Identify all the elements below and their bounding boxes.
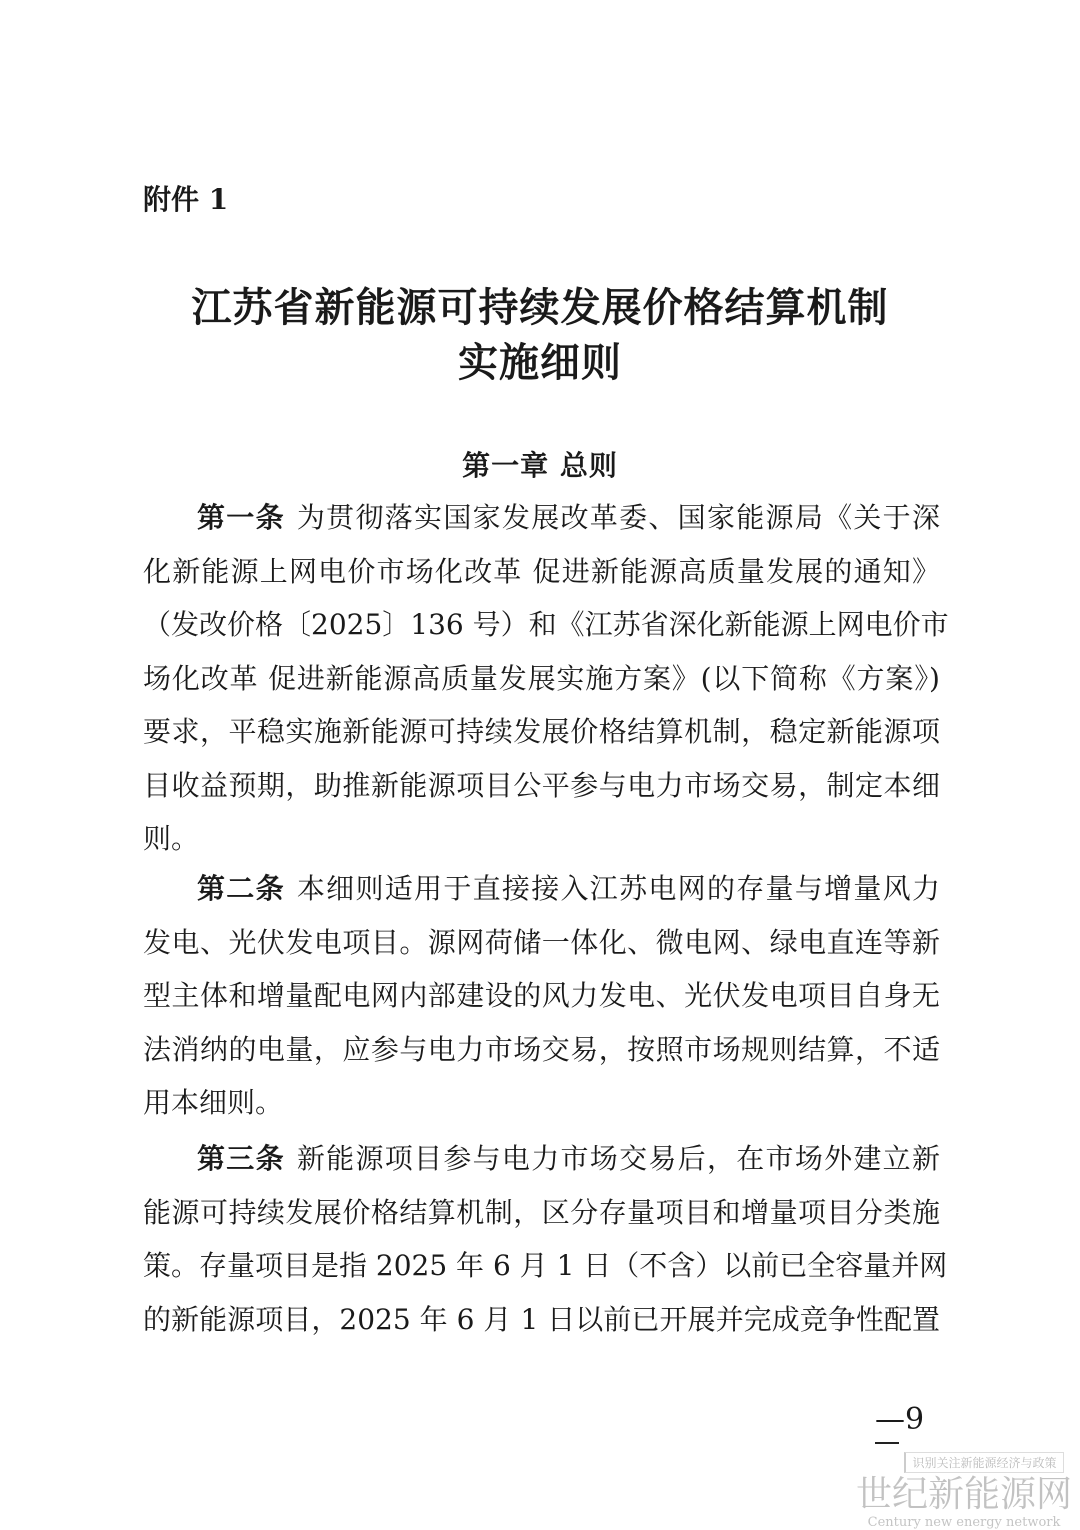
article-line [143,768,940,804]
article-line [197,1141,940,1177]
article-label: 第三条 [197,1142,285,1175]
article-line [143,554,940,590]
article-line [143,1032,940,1068]
watermark-english: Century new energy network [867,1515,1061,1530]
article-text: 化新能源上网电价市场化改革 促进新能源高质量发展的通知》 [143,554,940,588]
attachment-label: 附件 1 [143,183,229,216]
chapter-heading: 第一章 总则 [462,449,618,482]
article-text: 目收益预期，助推新能源项目公平参与电力市场交易，制定本细 [143,768,940,802]
document-title-line-1: 江苏省新能源可持续发展价格结算机制 [191,284,889,331]
article-line [143,1195,940,1231]
article-line [143,925,940,961]
article-line [143,1248,948,1284]
article-text: 的新能源项目，2025 年 6 月 1 日以前已开展并完成竞争性配置 [143,1302,940,1336]
article-line [197,500,940,536]
article-text: （发改价格〔2025〕136 号）和《江苏省深化新能源上网电价市 [143,608,949,641]
page-number: —9 [875,1402,925,1437]
article-label: 第二条 [197,872,285,905]
article-text: 用本细则。 [143,1086,284,1119]
watermark-main: 世纪新能源网 [855,1474,1072,1515]
watermark-tag: 识别关注新能源经济与政策 [904,1452,1063,1473]
article-line [143,978,940,1014]
article-line [143,607,949,643]
article-line [143,1302,940,1338]
article-text: 策。存量项目是指 2025 年 6 月 1 日（不含）以前已全容量并网 [143,1249,948,1282]
article-text: 本细则适用于直接接入江苏电网的存量与增量风力 [296,872,940,905]
article-line [143,821,199,857]
article-text: 则。 [143,822,200,855]
article-text: 场化改革 促进新能源高质量发展实施方案》(以下简称《方案》) [143,661,940,695]
article-text: 为贯彻落实国家发展改革委、国家能源局《关于深 [296,501,940,534]
article-text: 法消纳的电量，应参与电力市场交易，按照市场规则结算，不适 [143,1032,940,1066]
article-text: 型主体和增量配电网内部建设的风力发电、光伏发电项目自身无 [143,979,940,1012]
document-title-line-2: 实施细则 [458,339,622,386]
watermark-logo [848,1452,1080,1530]
article-line [143,1085,283,1121]
article-line [197,871,940,907]
article-text: 新能源项目参与电力市场交易后，在市场外建立新 [296,1142,940,1175]
article-line [143,661,940,697]
article-text: 发电、光伏发电项目。源网荷储一体化、微电网、绿电直连等新 [143,925,940,959]
article-line [143,714,940,750]
article-text: 能源可持续发展价格结算机制，区分存量项目和增量项目分类施 [143,1195,940,1229]
page-divider [875,1442,899,1444]
article-label: 第一条 [197,501,285,534]
article-text: 要求，平稳实施新能源可持续发展价格结算机制，稳定新能源项 [143,715,940,748]
